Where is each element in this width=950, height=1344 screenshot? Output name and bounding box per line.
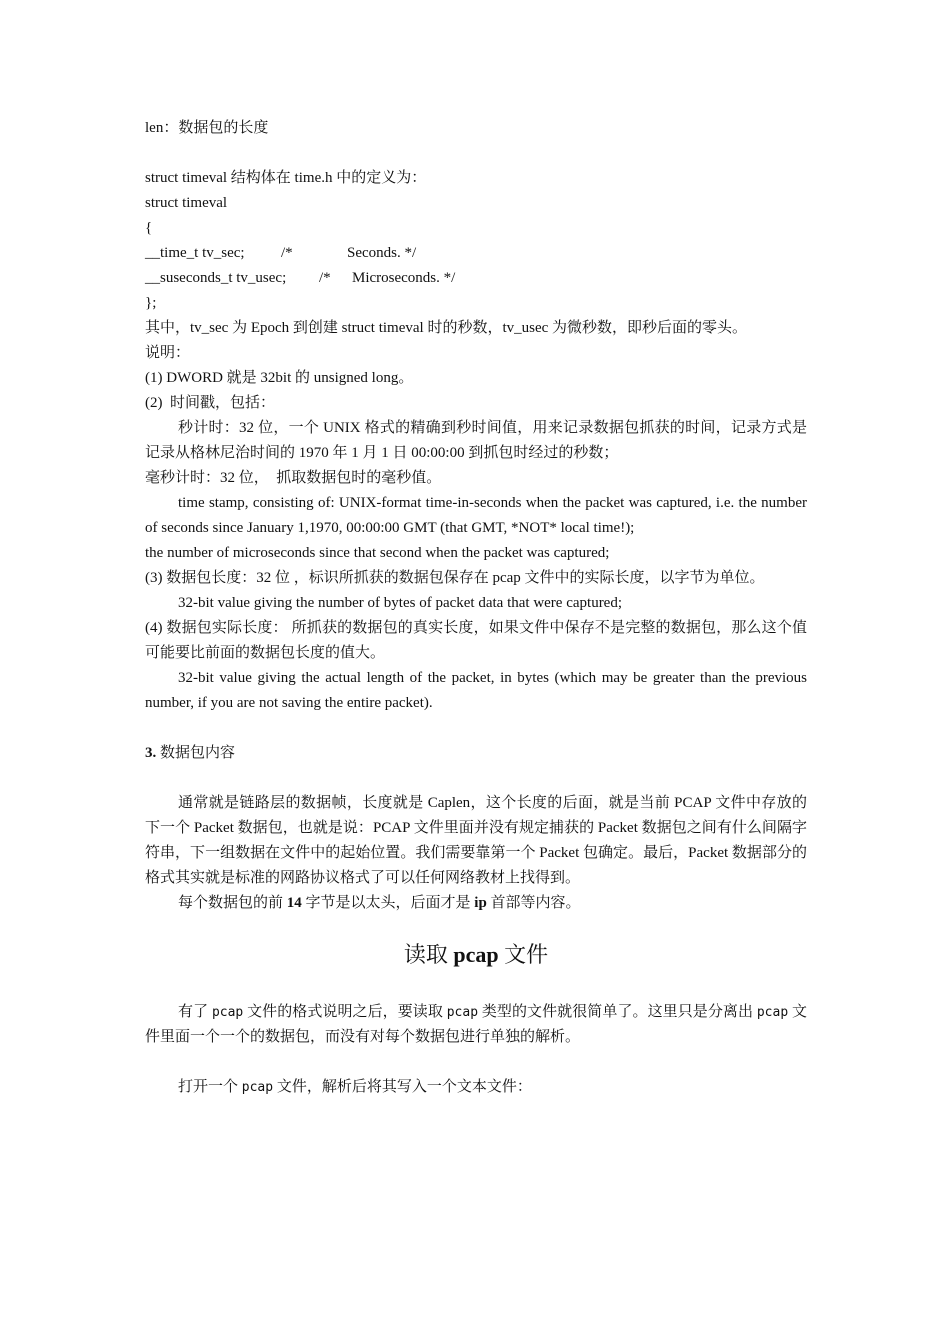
section-number: 3.	[145, 745, 157, 761]
code-open-brace: {	[145, 220, 153, 236]
code-comment-open: /*	[319, 270, 331, 286]
text-run: 类型的文件就很简单了。这里只是分离出	[478, 1004, 757, 1020]
note-timestamp: (2) 时间戳，包括：	[145, 395, 275, 411]
text-run: 文件里面一个一个的数据包，而没有对每个数据包进行单独的解析。	[145, 1004, 807, 1045]
spacer	[145, 1050, 807, 1075]
section-3-heading	[145, 741, 807, 766]
note-caplen-english: 32-bit value giving the number of bytes of packet data that were captured;	[178, 595, 623, 611]
heading-text: 文件	[498, 942, 549, 967]
section-3-paragraph: 通常就是链路层的数据帧，长度就是 Caplen，这个长度的后面，就是当前 PCAP 文件中存放的下一个 Packet 数据包，也就是说：PCAP 文件里面并没有规定捕获的 Packet 数据包之间有什么间隔字符串，下一组数据在文件中的起始位置。我们需要靠第一个 Packet 包确定。最后，Packet 数据部分的格式其实就是标准的网路协议格式了可以任何网络教材上找得到。	[145, 795, 807, 886]
note-timestamp-ms: 毫秒计时：32 位， 抓取数据包时的毫秒值。	[145, 470, 442, 486]
code-tv-usec-line	[145, 266, 807, 291]
text-run: 字节是以太头，后面才是	[301, 895, 475, 911]
text-run: 有了	[178, 1004, 212, 1020]
timeval-code-block	[145, 191, 807, 316]
text-run: 文件的格式说明之后，要读取	[243, 1004, 447, 1020]
read-pcap-paragraph	[145, 1000, 807, 1050]
code-tv-sec-decl: __time_t tv_sec;	[145, 245, 245, 261]
bold-ip: ip	[474, 895, 487, 911]
mono-term: pcap	[211, 1005, 244, 1020]
code-tv-usec-decl: __suseconds_t tv_usec;	[145, 270, 287, 286]
note-timestamp-english-2: the number of microseconds since that second when the packet was captured;	[145, 545, 610, 561]
mono-term: pcap	[446, 1005, 479, 1020]
code-comment-microseconds: Microseconds. */	[352, 270, 456, 286]
text-run: 每个数据包的前	[178, 895, 287, 911]
page-heading	[145, 940, 807, 970]
note-timestamp-english: time stamp, consisting of: UNIX-format time-in-seconds when the packet was captured, i.e. the number of seconds since January 1,1970, 00:00:00 GMT (that GMT, *NOT* local time!);	[145, 495, 807, 536]
code-close-brace: };	[145, 295, 157, 311]
heading-bold: pcap	[453, 942, 499, 967]
section-label: 数据包内容	[160, 745, 236, 761]
code-comment-open: /*	[281, 245, 293, 261]
heading-text: 读取	[403, 942, 454, 967]
text-run: 首部等内容。	[486, 895, 581, 911]
text-run: 打开一个	[178, 1079, 242, 1095]
mono-term: pcap	[756, 1005, 789, 1020]
tv-explanation: 其中，tv_sec 为 Epoch 到创建 struct timeval 时的秒数，tv_usec 为微秒数，即秒后面的零头。	[145, 320, 748, 336]
document-page	[145, 116, 807, 1100]
mono-term: pcap	[241, 1080, 274, 1095]
note-actual-length-english: 32-bit value giving the actual length of the packet, in bytes (which may be greater than the previous number, if you are not saving the entire packet).	[145, 670, 807, 711]
code-struct-line: struct timeval	[145, 195, 228, 211]
code-comment-seconds: Seconds. */	[347, 245, 417, 261]
note-caplen: (3) 数据包长度：32 位 ，标识所抓获的数据包保存在 pcap 文件中的实际长度，以字节为单位。	[145, 570, 765, 586]
timeval-intro: struct timeval 结构体在 time.h 中的定义为：	[145, 170, 427, 186]
len-field-description: len：数据包的长度	[145, 120, 269, 136]
section-3-ethernet-note	[145, 891, 807, 916]
note-label: 说明：	[145, 345, 191, 361]
text-run: 文件，解析后将其写入一个文本文件：	[273, 1079, 532, 1095]
open-pcap-paragraph	[145, 1075, 807, 1100]
spacer	[145, 141, 807, 166]
note-dword: (1) DWORD 就是 32bit 的 unsigned long。	[145, 370, 414, 386]
note-timestamp-seconds: 秒计时：32 位，一个 UNIX 格式的精确到秒时间值，用来记录数据包抓获的时间，记录方式是记录从格林尼治时间的 1970 年 1 月 1 日 00:00:00 到抓包时经过的秒数；	[145, 420, 807, 461]
code-tv-sec-line	[145, 241, 807, 266]
bold-number: 14	[286, 895, 302, 911]
note-actual-length: (4) 数据包实际长度： 所抓获的数据包的真实长度，如果文件中保存不是完整的数据包，那么这个值可能要比前面的数据包长度的值大。	[145, 620, 807, 661]
